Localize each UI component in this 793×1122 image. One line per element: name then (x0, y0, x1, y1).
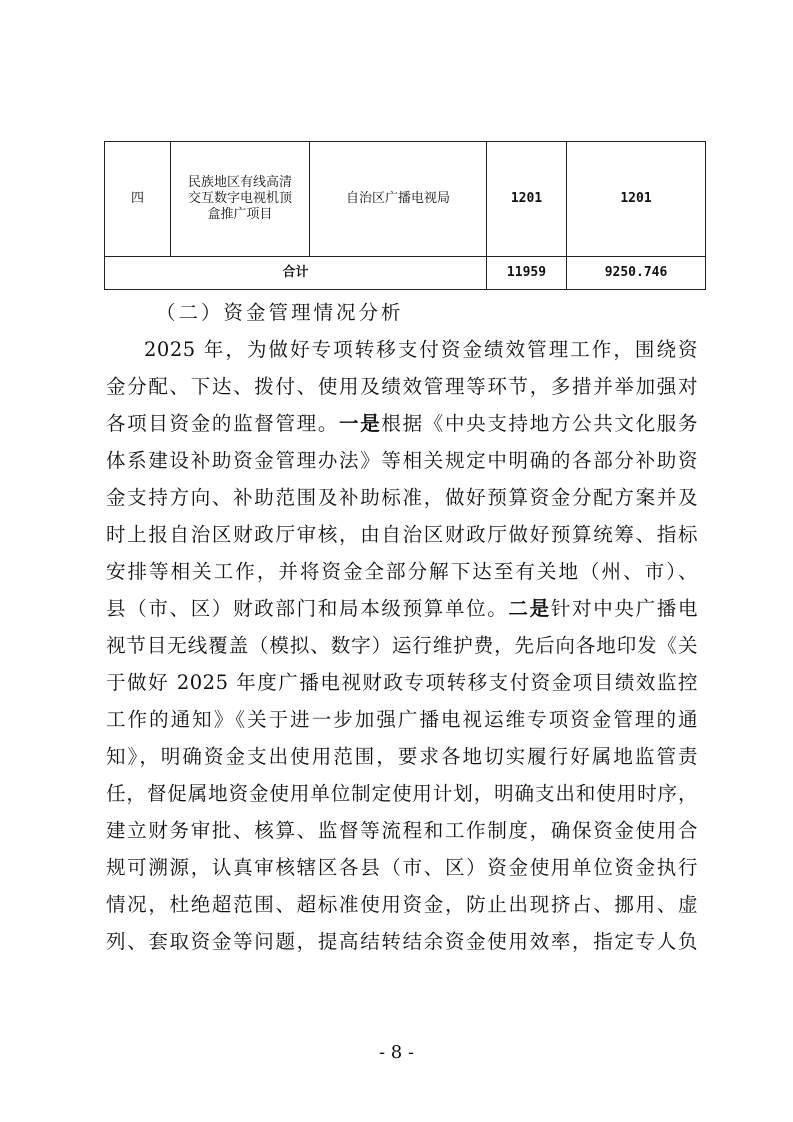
paragraph-line (106, 553, 698, 590)
paragraph-line (106, 516, 698, 553)
paragraph-line (106, 331, 698, 368)
budget-amount: 1201 (487, 142, 567, 257)
paragraph-line (106, 738, 698, 775)
text-segment: 列、套取资金等问题，提高结转结余资金使用效率，指定专人负 (106, 930, 698, 953)
text-segment: 情况，杜绝超范围、超标准使用资金，防止出现挤占、挪用、虚 (106, 893, 698, 916)
table-row (105, 142, 706, 257)
text-segment: 根据《中央支持地方公共文化服务 (381, 412, 698, 435)
paragraph-line (106, 923, 698, 960)
paragraph-line (106, 849, 698, 886)
funding-table (104, 141, 706, 290)
text-segment: 任，督促属地资金使用单位制定使用计划，明确支出和使用时序， (106, 782, 698, 805)
text-segment: 针对中央广播电 (550, 597, 698, 620)
page-number: - 8 - (378, 1042, 415, 1063)
text-segment: 安排等相关工作，并将资金全部分解下达至有关地（州、市）、 (106, 560, 698, 583)
text-segment: 2025 年，为做好专项转移支付资金绩效管理工作，围绕资 (144, 338, 698, 361)
text-segment: 体系建设补助资金管理办法》等相关规定中明确的各部分补助资 (106, 449, 698, 472)
paragraph-line (106, 664, 698, 701)
paragraph-line (106, 775, 698, 812)
text-segment: 建立财务审批、核算、监督等流程和工作制度，确保资金使用合 (106, 819, 698, 842)
project-name (171, 142, 310, 257)
project-name-line: 民族地区有线高清 (187, 175, 292, 190)
row-index: 四 (105, 142, 171, 257)
emphasis-text: 二是 (508, 597, 551, 620)
total-budget: 11959 (487, 257, 567, 290)
text-segment: 知》，明确资金支出使用范围，要求各地切实履行好属地监管责 (106, 745, 698, 768)
text-segment: 各项目资金的监督管理。 (106, 412, 340, 435)
executed-amount: 1201 (567, 142, 706, 257)
text-segment: 金分配、下达、拨付、使用及绩效管理等环节，多措并举加强对 (106, 375, 698, 398)
text-segment: 工作的通知》《关于进一步加强广播电视运维专项资金管理的通 (106, 708, 698, 731)
project-name-line: 盒推广项目 (207, 207, 273, 222)
paragraph-line (106, 405, 698, 442)
paragraph-line (106, 701, 698, 738)
text-segment: 县（市、区）财政部门和局本级预算单位。 (106, 597, 509, 620)
body-paragraph (106, 331, 698, 960)
emphasis-text: 一是 (339, 412, 382, 435)
section-heading: （二）资金管理情况分析 (156, 301, 404, 324)
total-row (105, 257, 706, 290)
project-name-line: 交互数字电视机顶 (187, 191, 292, 206)
text-segment: 时上报自治区财政厅审核，由自治区财政厅做好预算统筹、指标 (106, 523, 698, 546)
text-segment: 视节目无线覆盖（模拟、数字）运行维护费，先后向各地印发《关 (106, 634, 698, 657)
paragraph-line (106, 627, 698, 664)
paragraph-line (106, 812, 698, 849)
paragraph-line (106, 479, 698, 516)
total-label: 合计 (105, 257, 487, 290)
paragraph-line (106, 442, 698, 479)
text-segment: 金支持方向、补助范围及补助标准，做好预算资金分配方案并及 (106, 486, 698, 509)
paragraph-line (106, 368, 698, 405)
paragraph-line (106, 590, 698, 627)
paragraph-line (106, 886, 698, 923)
text-segment: 规可溯源，认真审核辖区各县（市、区）资金使用单位资金执行 (106, 856, 698, 879)
responsible-unit: 自治区广播电视局 (310, 142, 487, 257)
total-executed: 9250.746 (567, 257, 706, 290)
text-segment: 于做好 2025 年度广播电视财政专项转移支付资金项目绩效监控 (106, 671, 698, 694)
